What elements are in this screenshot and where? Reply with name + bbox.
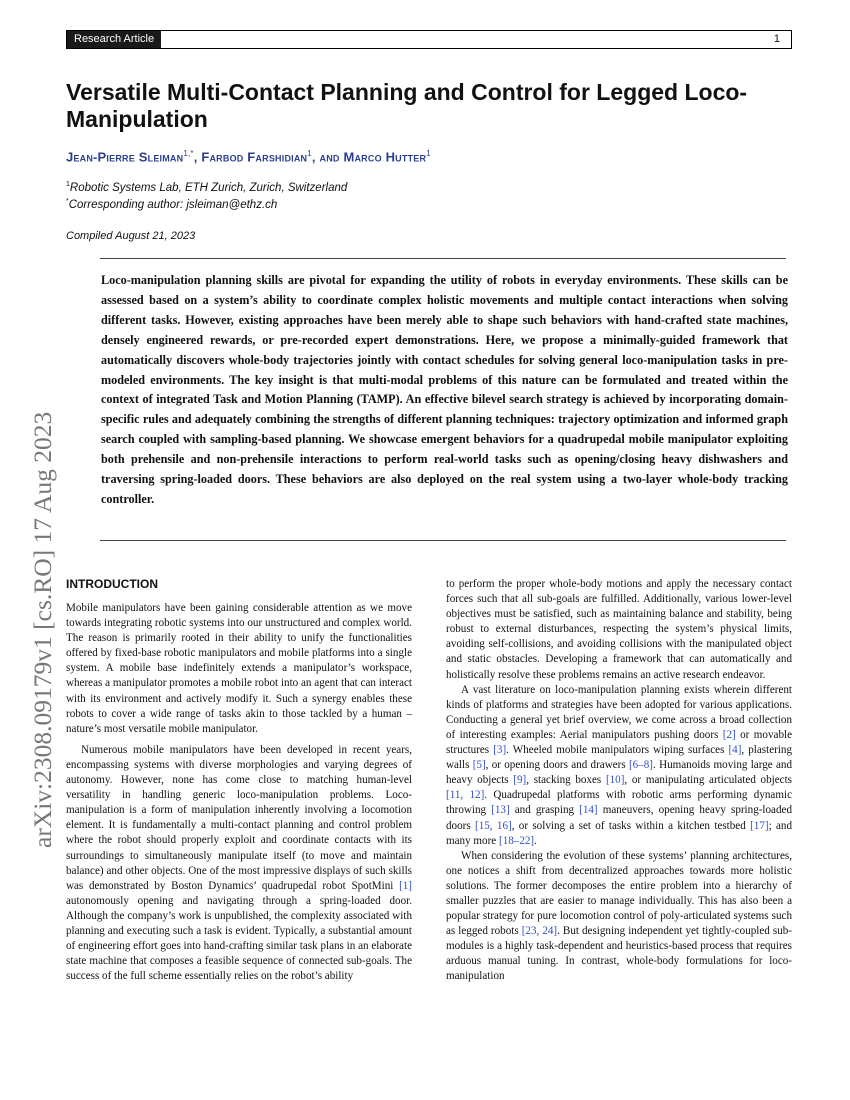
citation-link[interactable]: [5]	[472, 759, 486, 772]
section-heading: INTRODUCTION	[66, 577, 158, 591]
paragraph-text: . Quadrupedal platforms with robotic arms performing dynamic throwing	[446, 789, 792, 817]
paragraph-text: . Humanoids moving large and heavy objects	[446, 759, 792, 787]
citation-link[interactable]: [18–22]	[499, 834, 535, 847]
author-name: Marco Hutter	[343, 149, 427, 165]
citation-link[interactable]: [17]	[750, 819, 769, 832]
article-type-tag: Research Article	[67, 31, 161, 48]
author-separator: , and	[311, 149, 344, 165]
citation-link[interactable]: [15, 16]	[475, 819, 512, 832]
citation-link[interactable]: [4]	[728, 744, 742, 757]
corresponding-author	[66, 198, 277, 211]
corresponding-author-text: Corresponding author: jsleiman@ethz.ch	[68, 198, 278, 211]
paragraph-text: autonomously opening and navigating through a spring-loaded door. Although the company’s work is unpublished, the complexity associated with planning and executing such a task is evident. Typically, a substantial amount of engineering effort goes into hand-crafting similar task plans in an elaborate state machine that composes a feasible sequence of connected sub-goals. The success of the full scheme essentially relies on the robot’s ability	[66, 894, 412, 983]
author-affiliation-mark: 1	[307, 149, 312, 158]
citation-link[interactable]: [13]	[491, 804, 510, 817]
citation-link[interactable]: [6–8]	[628, 759, 653, 772]
arxiv-identifier: arXiv:2308.09179v1 [cs.RO] 17 Aug 2023	[28, 411, 57, 848]
citation-link[interactable]: [2]	[722, 728, 736, 741]
affiliation-text: Robotic Systems Lab, ETH Zurich, Zurich, Switzerland	[69, 181, 348, 194]
affiliation	[66, 181, 347, 194]
paragraph-text: , or solving a set of tasks within a kitchen testbed	[511, 819, 751, 832]
paragraph-text: . Wheeled mobile manipulators wiping surfaces	[506, 744, 729, 757]
paragraph: to perform the proper whole-body motions and apply the necessary contact forces such that all sub-goals are fulfilled. Additionally, various lower-level objectives must be satisfied, such as maintaining balance and stability, being robust to external disturbances, respecting the system’s physical limits, avoiding self-collisions, and avoiding collisions with the manipulated object and static obstacles. Developing a framework that can automatically and holistically resolve these problems remains an active research endeavor.	[446, 578, 792, 681]
paragraph-text: , or opening doors and drawers	[485, 759, 629, 772]
paragraph-text: , or manipulating articulated objects	[624, 774, 792, 787]
author-name: Jean-Pierre Sleiman	[66, 149, 184, 165]
paragraph-text: and grasping	[509, 804, 580, 817]
paragraph	[446, 849, 792, 985]
citation-link[interactable]: [14]	[579, 804, 598, 817]
compiled-date: Compiled August 21, 2023	[66, 230, 196, 242]
author-affiliation-mark: 1,*	[183, 149, 194, 158]
citation-link[interactable]: [10]	[605, 774, 625, 787]
citation-link[interactable]: [3]	[493, 744, 507, 757]
paragraph-text: A vast literature on loco-manipulation planning exists wherein different kinds of platforms and strategies have been adopted for various applications. Conducting a general yet brief overview, we come across a broad collection of interesting examples: Aerial manipulators pushing doors	[446, 683, 792, 741]
paper-title: Versatile Multi-Contact Planning and Control for Legged Loco-Manipulation	[66, 79, 748, 132]
citation-link[interactable]: [9]	[513, 774, 527, 787]
paragraph-text: .	[534, 834, 537, 847]
paragraph-text: maneuvers, opening heavy spring-loaded doors	[446, 804, 793, 832]
citation-link[interactable]: [1]	[399, 879, 412, 892]
paragraph-text: , stacking boxes	[526, 774, 606, 787]
running-header	[66, 30, 792, 49]
citation-link[interactable]: [11, 12]	[446, 789, 485, 802]
author-list	[66, 149, 431, 164]
paragraph-text: or movable structures	[446, 728, 792, 757]
paragraph-text: , plastering walls	[446, 744, 792, 772]
paragraph-text: Numerous mobile manipulators have been developed in recent years, encompassing systems with diverse morphologies and varying degrees of autonomy. However, none has come close to matching human-level versatility in handling generic loco-manipulation problems. Loco-manipulation is a form of manipulation inherently involving a locomotion element. It is fundamentally a multi-contact planning and control problem where the robot should properly exploit and coordinate contacts with its surroundings to simultaneously manipulate itself (to move and maintain balance) and other objects. One of the most impressive displays of such skills was demonstrated by Boston Dynamics’ quadrupedal robot SpotMini	[66, 743, 412, 892]
page-number: 1	[773, 33, 780, 45]
abstract-top-rule	[100, 258, 786, 259]
left-column	[66, 577, 412, 984]
author-separator: ,	[193, 149, 202, 165]
affiliation-mark: 1	[66, 181, 70, 188]
paragraph: Mobile manipulators have been gaining considerable attention as we move towards integrating robotic systems into our unstructured and complex world. The reason is primarily rooted in their ability to unify the functionalities offered by fixed-base robotic manipulators and mobile platforms into a single system. A mobile base indefinitely extends a manipulator’s workspace, whereas a manipulator promotes a mobile robot into an agent that can interact with its environment and actively modify it. Such a synergy enables these robots to cover a wide range of tasks akin to those tackled by a human – nature’s most versatile mobile manipulator.	[66, 602, 412, 735]
abstract: Loco-manipulation planning skills are pivotal for expanding the utility of robots in everyday environments. These skills can be assessed based on a system’s ability to coordinate complex holistic movements and multiple contact interactions when solving different tasks. However, existing approaches have been merely able to shape such behaviors with hand-crafted state machines, densely engineered rewards, or pre-recorded expert demonstrations. Here, we propose a minimally-guided framework that automatically discovers whole-body trajectories jointly with contact schedules for solving general loco-manipulation tasks in pre-modeled environments. The key insight is that multi-modal problems of this nature can be formulated and treated within the context of integrated Task and Motion Planning (TAMP). An effective bilevel search strategy is achieved by incorporating domain-specific rules and adequately combining the strengths of different planning techniques: trajectory optimization and informed graph search coupled with sampling-based planning. We showcase emergent behaviors for a quadrupedal mobile manipulator exploiting both prehensile and non-prehensile interactions to perform real-world tasks such as opening/closing heavy dishwashers and traversing spring-loaded doors. These behaviors are also deployed on the real system using a two-layer whole-body tracking controller.	[101, 273, 788, 506]
abstract-bottom-rule	[100, 540, 786, 541]
citation-link[interactable]: [23, 24]	[521, 925, 558, 938]
paragraph-text: ; and many more	[446, 819, 792, 847]
author-affiliation-mark: 1	[426, 149, 431, 158]
affiliation-mark: *	[66, 198, 69, 205]
paragraph-text: When considering the evolution of these systems’ planning architectures, one notices a shift from decentralized approaches towards more holistic solutions. The former decomposes the entire problem into a hierarchy of smaller puzzles that are easier to manage individually. This has also been a popular strategy for pure locomotion control of poly-articulated systems such as legged robots	[446, 849, 792, 938]
right-column	[446, 577, 792, 985]
paragraph	[446, 683, 792, 849]
author-name: Farbod Farshidian	[201, 149, 308, 165]
paragraph	[66, 743, 412, 985]
paragraph-text: . But designing independent yet tightly-coupled sub-modules is a highly task-dependent and heuristics-based process that requires arduous manual tuning. In contrast, whole-body formulations for loco-manipulation	[446, 925, 792, 983]
